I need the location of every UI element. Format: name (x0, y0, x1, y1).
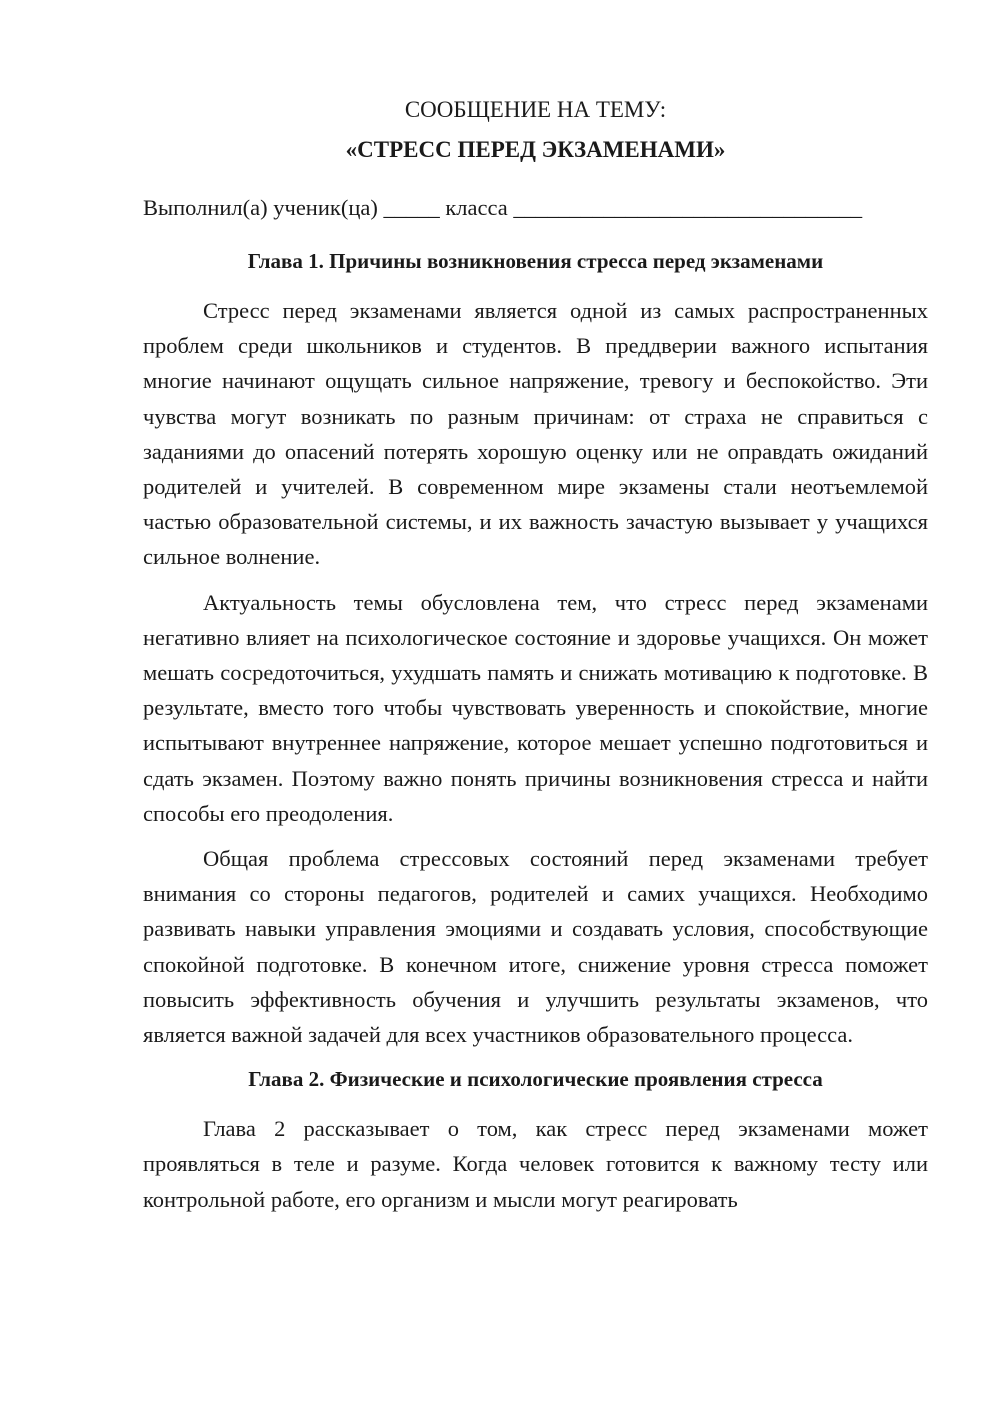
chapter-1-paragraph-3: Общая проблема стрессовых состояний перед экзаменами требует внимания со стороны педагогов, родителей и самих учащихся. Необходимо развивать навыки управления эмоциями и создавать условия, способствующие спокойной подготовке. В конечном итоге, снижение уровня стресса поможет повысить эффективность обучения и улучшить результаты экзаменов, что является важной задачей для всех участников образовательного процесса. (143, 846, 928, 1048)
document-page (143, 92, 928, 1217)
chapter-2-paragraph-1: Глава 2 рассказывает о том, как стресс перед экзаменами может проявляться в теле и разуме. Когда человек готовится к важному тесту или контрольной работе, его организм и мысли могут реагировать (143, 1116, 928, 1212)
chapter-1-paragraph-1: Стресс перед экзаменами является одной из самых распространенных проблем среди школьников и студентов. В преддверии важного испытания многие начинают ощущать сильное напряжение, тревогу и беспокойство. Эти чувства могут возникать по разным причинам: от страха не справиться с заданиями до опасений потерять хорошую оценку или не оправдать ожиданий родителей и учителей. В современном мире экзамены стали неотъемлемой частью образовательной системы, и их важность зачастую вызывает у учащихся сильное волнение. (143, 298, 928, 570)
chapter-2-heading: Глава 2. Физические и психологические проявления стресса (248, 1067, 823, 1092)
document-topic: «СТРЕСС ПЕРЕД ЭКЗАМЕНАМИ» (345, 137, 726, 162)
author-line: Выполнил(а) ученик(ца) _____ класса _______________________________ (143, 195, 863, 220)
chapter-1-paragraph-2: Актуальность темы обусловлена тем, что стресс перед экзаменами негативно влияет на психологическое состояние и здоровье учащихся. Он может мешать сосредоточиться, ухудшать память и снижать мотивацию к подготовке. В результате, вместо того чтобы чувствовать уверенность и спокойствие, многие испытывают внутреннее напряжение, которое мешает успешно подготовиться и сдать экзамен. Поэтому важно понять причины возникновения стресса и найти способы его преодоления. (143, 589, 928, 826)
chapter-1-heading: Глава 1. Причины возникновения стресса перед экзаменами (247, 249, 824, 273)
document-title: СООБЩЕНИЕ НА ТЕМУ: (404, 97, 667, 122)
